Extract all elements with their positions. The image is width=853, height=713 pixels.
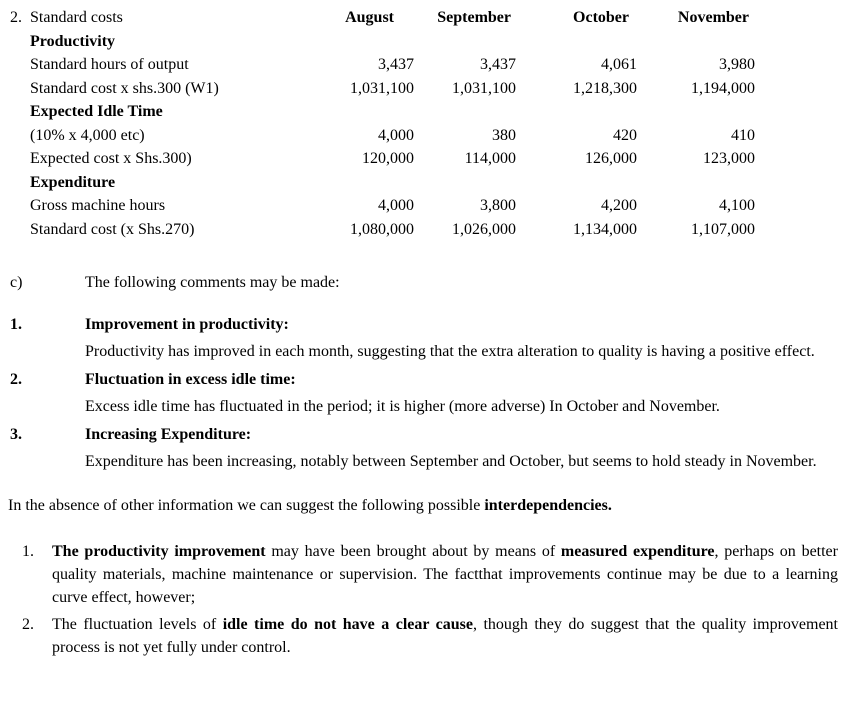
table-row xyxy=(0,147,853,171)
table-row xyxy=(0,77,853,101)
cell-august: 3,437 xyxy=(378,56,414,73)
comments-intro-row xyxy=(10,271,838,295)
section-heading-expenditure: Expenditure xyxy=(30,173,116,191)
section-heading-productivity: Productivity xyxy=(30,32,116,50)
comment-item-heading: Increasing Expenditure: xyxy=(85,426,252,443)
cell-august: 1,080,000 xyxy=(350,220,414,238)
cell-october: 1,134,000 xyxy=(573,220,637,238)
comment-item-body: Productivity has improved in each month, suggesting that the extra alteration to quality is having a positive effect. xyxy=(85,343,815,360)
standard-costs-table xyxy=(0,0,853,241)
comment-item-body: Expenditure has been increasing, notably between September and October, but seems to hold steady in November. xyxy=(85,453,817,470)
column-header-september: September xyxy=(437,9,511,26)
row-label: Standard cost x shs.300 (W1) xyxy=(30,79,219,97)
table-row xyxy=(0,194,853,218)
list-item-body: The productivity improvement may have been brought about by means of measured expenditure, perhaps on better quality materials, machine maintenance or supervision. The factthat improvements continue may be due to a learning curve effect, however; xyxy=(52,543,838,606)
column-header-november: November xyxy=(677,9,749,26)
comment-item-number: 2. xyxy=(10,371,22,388)
cell-october: 420 xyxy=(613,126,637,144)
section-heading-row xyxy=(0,30,853,54)
interdependencies-list xyxy=(22,540,838,659)
comments-intro-text: The following comments may be made: xyxy=(85,274,340,291)
column-header-october: October xyxy=(573,9,629,26)
row-label: (10% x 4,000 etc) xyxy=(30,126,145,144)
section-heading-row xyxy=(0,171,853,195)
list-item-number: 1. xyxy=(22,543,34,560)
row-label: Standard hours of output xyxy=(30,56,189,73)
cell-october: 1,218,300 xyxy=(573,79,637,97)
comments-section xyxy=(10,271,838,474)
list-item-body: The fluctuation levels of idle time do not have a clear cause, though they do suggest that the quality improvement process is not yet fully under control. xyxy=(52,616,838,656)
cell-september: 380 xyxy=(492,126,516,144)
cell-november: 123,000 xyxy=(703,150,755,167)
cell-october: 4,200 xyxy=(601,197,637,214)
comment-item-number: 3. xyxy=(10,426,22,443)
list-item xyxy=(22,613,838,659)
cell-november: 1,194,000 xyxy=(691,79,755,97)
section-heading-expected-idle-time: Expected Idle Time xyxy=(30,103,163,120)
interdependencies-intro-bold: interdependencies. xyxy=(484,497,612,514)
cell-august: 1,031,100 xyxy=(350,79,414,97)
cell-october: 4,061 xyxy=(601,56,637,73)
interdependencies-intro xyxy=(8,494,838,518)
table-row xyxy=(0,53,853,77)
cell-november: 1,107,000 xyxy=(691,220,755,238)
table-header-row xyxy=(0,6,853,30)
cell-november: 3,980 xyxy=(719,56,755,73)
row-label: Gross machine hours xyxy=(30,197,166,214)
cell-september: 1,031,100 xyxy=(452,79,516,97)
cell-august: 4,000 xyxy=(378,126,414,144)
table-row xyxy=(0,124,853,148)
comment-item xyxy=(10,313,838,364)
row-label: Expected cost x Shs.300) xyxy=(30,150,192,167)
list-item xyxy=(22,540,838,609)
cell-august: 4,000 xyxy=(378,197,414,214)
cell-september: 3,437 xyxy=(480,56,516,73)
comment-item-body: Excess idle time has fluctuated in the period; it is higher (more adverse) In October and November. xyxy=(85,398,720,415)
table-row xyxy=(0,218,853,242)
comment-item xyxy=(10,423,838,474)
comment-item-heading: Improvement in productivity: xyxy=(85,316,289,333)
cell-september: 114,000 xyxy=(464,150,516,167)
interdependencies-intro-plain: In the absence of other information we can suggest the following possible xyxy=(8,497,485,514)
cell-august: 120,000 xyxy=(362,150,414,167)
cell-november: 410 xyxy=(731,126,755,144)
row-label: Standard cost (x Shs.270) xyxy=(30,220,195,238)
column-header-august: August xyxy=(345,9,394,26)
cell-september: 3,800 xyxy=(480,197,516,214)
comment-item-heading: Fluctuation in excess idle time: xyxy=(85,371,296,388)
comment-item-number: 1. xyxy=(10,316,22,333)
cell-october: 126,000 xyxy=(585,150,637,167)
cell-september: 1,026,000 xyxy=(452,220,516,238)
comment-item xyxy=(10,368,838,419)
cell-november: 4,100 xyxy=(719,197,755,214)
list-item-number: 2. xyxy=(22,616,34,633)
section-heading-row xyxy=(0,100,853,124)
comments-marker: c) xyxy=(10,274,23,291)
table-title: 2. Standard costs xyxy=(10,9,123,26)
